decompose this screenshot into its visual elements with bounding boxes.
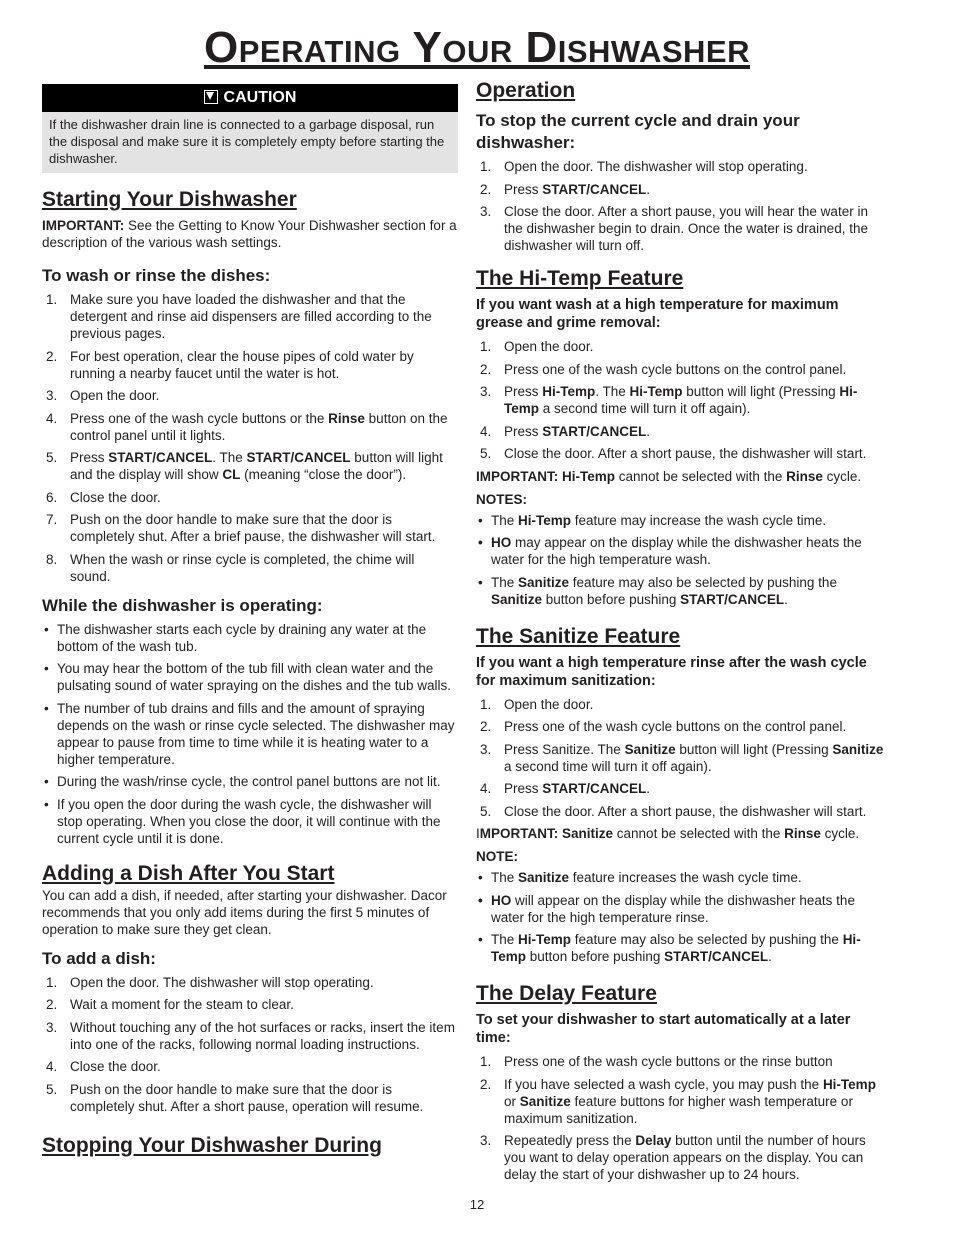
sanitize-subheading: If you want a high temperature rinse after the wash cycle for maximum sanitization: <box>476 654 867 689</box>
bullet-icon: • <box>478 535 483 550</box>
item-number: 3. <box>46 1019 58 1035</box>
wash-steps <box>42 291 458 585</box>
item-number: 4. <box>480 781 492 796</box>
page-number: 12 <box>469 1197 485 1212</box>
adding-intro: You can add a dish, if needed, after starting your dishwasher. Dacor recommends that you only add items during the first 5 minutes of operation to make sure they get clean. <box>42 887 447 937</box>
add-dish-subheading: To add a dish: <box>42 948 156 968</box>
hitemp-subheading: If you want wash at a high temperature for maximum grease and grime removal: <box>476 297 839 331</box>
hitemp-important: IMPORTANT: Hi-Temp cannot be selected with the Rinse cycle. <box>476 468 862 484</box>
bullet-icon: • <box>44 661 49 676</box>
item-number: 3. <box>480 384 492 399</box>
item-text: HO may appear on the display while the dishwasher heats the water for the high temperature wash. <box>491 535 862 567</box>
item-number: 7. <box>46 512 58 527</box>
item-text: If you open the door during the wash cycle, the dishwasher will stop operating. When you close the door, it will continue with the current cycle until it is done. <box>57 796 441 846</box>
hitemp-notes <box>476 512 888 608</box>
item-text: Press one of the wash cycle buttons on the control panel. <box>504 361 847 377</box>
item-number: 2. <box>46 997 58 1012</box>
item-text: The Hi-Temp feature may also be selected by pushing the Hi-Temp button before pushing START/CANCEL. <box>491 932 861 964</box>
bullet-icon: • <box>44 700 49 716</box>
item-number: 3. <box>480 741 492 757</box>
item-text: Without touching any of the hot surfaces or racks, insert the item into one of the racks, following normal loading instructions. <box>70 1019 455 1052</box>
list-item <box>476 158 888 175</box>
item-number: 1. <box>480 696 492 712</box>
list-item <box>42 1019 458 1053</box>
item-number: 4. <box>480 423 492 439</box>
warning-icon <box>204 90 218 104</box>
item-text: The Hi-Temp feature may increase the wash cycle time. <box>491 512 827 528</box>
section-heading-stopping: Stopping Your Dishwasher During <box>42 1133 382 1157</box>
section-heading-stopping-cont: Operation <box>476 79 576 102</box>
list-item <box>476 512 888 529</box>
item-number: 3. <box>46 388 58 403</box>
list-item <box>42 621 458 655</box>
item-text: Close the door. After a short pause, you will hear the water in the dishwasher begin to drain. Once the water is drained, the dishwasher will turn off. <box>504 204 868 253</box>
bullet-icon: • <box>478 574 483 590</box>
item-text: Close the door. After a short pause, the dishwasher will start. <box>504 803 867 819</box>
sanitize-notes <box>476 869 888 965</box>
caution-label: CAUTION <box>223 89 297 106</box>
sanitize-notes-label <box>476 848 888 865</box>
item-number: 3. <box>480 204 492 219</box>
item-text: Press Hi-Temp. The Hi-Temp button will light (Pressing Hi-Temp a second time will turn it off again). <box>504 384 858 416</box>
item-number: 1. <box>480 159 492 174</box>
list-item <box>42 449 458 483</box>
item-text: Press START/CANCEL. <box>504 423 651 439</box>
operating-subheading: While the dishwasher is operating: <box>42 595 323 615</box>
item-text: Press one of the wash cycle buttons on the control panel. <box>504 719 847 734</box>
important-text: See the Getting to Know Your Dishwasher section for a description of the various wash settings. <box>42 218 457 250</box>
list-item <box>476 803 888 820</box>
list-item <box>42 796 458 847</box>
bullet-icon: • <box>44 774 49 789</box>
item-text: Push on the door handle to make sure that the door is completely shut. After a brief pause, the dishwasher will start. <box>70 512 436 544</box>
important-label: IMPORTANT: <box>42 218 125 233</box>
bullet-icon: • <box>478 512 483 528</box>
list-item <box>476 931 888 965</box>
item-number: 6. <box>46 489 58 505</box>
section-heading-hitemp: The Hi-Temp Feature <box>476 267 684 290</box>
sanitize-steps <box>476 696 888 820</box>
item-text: During the wash/rinse cycle, the control panel buttons are not lit. <box>57 774 441 789</box>
item-text: Close the door. After a short pause, the dishwasher will start. <box>504 446 867 461</box>
wash-subheading: To wash or rinse the dishes: <box>42 266 271 285</box>
operating-bullets <box>42 621 458 847</box>
item-number: 2. <box>480 1076 492 1092</box>
item-text: Open the door. <box>504 339 594 354</box>
sanitize-important: IMPORTANT: Sanitize cannot be selected with the Rinse cycle. <box>476 826 860 841</box>
hitemp-steps <box>476 338 888 462</box>
list-item <box>476 869 888 886</box>
item-text: The Sanitize feature increases the wash cycle time. <box>491 870 802 885</box>
section-heading-starting: Starting Your Dishwasher <box>42 188 297 211</box>
item-number: 4. <box>46 410 58 426</box>
list-item <box>476 1076 888 1127</box>
item-text: Open the door. <box>70 388 160 403</box>
list-item <box>42 700 458 768</box>
item-text: If you have selected a wash cycle, you may push the Hi-Temp or Sanitize feature buttons for higher wash temperature or maximum sanitization. <box>504 1076 876 1126</box>
list-item <box>42 511 458 545</box>
list-item <box>476 741 888 775</box>
item-number: 2. <box>480 361 492 377</box>
list-item <box>476 1053 888 1070</box>
page-title: Operating Your Dishwasher <box>203 23 750 72</box>
item-text: Push on the door handle to make sure that the door is completely shut. After a short pause, operation will resume. <box>70 1081 424 1114</box>
list-item <box>476 181 888 198</box>
item-text: The dishwasher starts each cycle by draining any water at the bottom of the wash tub. <box>57 621 427 654</box>
bullet-icon: • <box>44 621 49 637</box>
item-number: 8. <box>46 551 58 567</box>
list-item <box>476 445 888 462</box>
section-heading-delay: The Delay Feature <box>476 982 657 1005</box>
item-text: The number of tub drains and fills and the amount of spraying depends on the wash or rinse cycle selected. The dishwasher may appear to pause from time to time while it is heating water to a higher temperature. <box>57 700 455 767</box>
list-item <box>42 348 458 382</box>
notes-label: NOTES: <box>476 491 528 507</box>
list-item <box>476 1132 888 1183</box>
item-number: 3. <box>480 1133 492 1148</box>
item-text: Close the door. <box>70 1059 161 1074</box>
item-text: Press START/CANCEL. The START/CANCEL button will light and the display will show CL (meaning “close the door”). <box>70 450 443 482</box>
item-text: Wait a moment for the steam to clear. <box>70 997 294 1012</box>
item-number: 5. <box>480 446 492 461</box>
bullet-icon: • <box>44 796 49 812</box>
list-item <box>42 551 458 585</box>
item-text: Press START/CANCEL. <box>504 181 651 197</box>
item-text: When the wash or rinse cycle is completed, the chime will sound. <box>70 551 415 584</box>
list-item <box>42 996 458 1013</box>
stop-steps <box>476 158 888 254</box>
list-item <box>42 1058 458 1075</box>
hitemp-notes-label <box>476 491 888 508</box>
item-number: 5. <box>46 450 58 465</box>
item-text: Press one of the wash cycle buttons or the Rinse button on the control panel until it lights. <box>70 410 448 443</box>
list-item <box>476 423 888 440</box>
item-number: 2. <box>46 348 58 364</box>
delay-steps <box>476 1053 888 1183</box>
stop-subheading: To stop the current cycle and drain your dishwasher: <box>476 111 800 152</box>
left-column <box>42 84 458 1159</box>
list-item <box>42 387 458 404</box>
item-text: Make sure you have loaded the dishwasher and that the detergent and rinse aid dispensers are filled according to the previous pages. <box>70 292 432 341</box>
list-item <box>476 203 888 254</box>
item-number: 1. <box>480 339 492 354</box>
list-item <box>476 718 888 735</box>
list-item <box>476 780 888 797</box>
item-number: 5. <box>46 1081 58 1097</box>
list-item <box>42 773 458 790</box>
caution-text: If the dishwasher drain line is connected to a garbage disposal, run the disposal and make sure it is completely empty before starting the dishwasher. <box>42 112 458 173</box>
list-item <box>476 574 888 608</box>
right-column <box>476 78 888 1189</box>
item-number: 1. <box>46 292 58 307</box>
list-item <box>476 696 888 713</box>
caution-header <box>42 84 458 112</box>
item-number: 5. <box>480 803 492 819</box>
item-number: 2. <box>480 181 492 197</box>
list-item <box>42 1081 458 1115</box>
item-text: You may hear the bottom of the tub fill with clean water and the pulsating sound of water spraying on the dishes and the tub walls. <box>57 661 451 693</box>
list-item <box>42 410 458 444</box>
item-text: Repeatedly press the Delay button until the number of hours you want to delay operation appears on the display. You can delay the start of your dishwasher up to 24 hours. <box>504 1133 866 1182</box>
item-text: For best operation, clear the house pipes of cold water by running a nearby faucet until the water is hot. <box>70 348 414 381</box>
item-text: Open the door. <box>504 696 594 712</box>
list-item <box>476 892 888 926</box>
bullet-icon: • <box>478 892 483 908</box>
list-item <box>476 338 888 355</box>
item-text: Open the door. The dishwasher will stop operating. <box>70 974 374 990</box>
add-dish-steps <box>42 974 458 1115</box>
item-number: 2. <box>480 719 492 734</box>
list-item <box>42 291 458 342</box>
starting-important <box>42 217 458 251</box>
bullet-icon: • <box>478 932 483 947</box>
item-number: 1. <box>480 1054 492 1069</box>
item-text: Press Sanitize. The Sanitize button will light (Pressing Sanitize a second time will turn it off again). <box>504 741 884 774</box>
list-item <box>476 361 888 378</box>
item-number: 1. <box>46 974 58 990</box>
item-text: Close the door. <box>70 489 161 505</box>
item-number: 4. <box>46 1059 58 1074</box>
list-item <box>42 974 458 991</box>
item-text: The Sanitize feature may also be selected by pushing the Sanitize button before pushing START/CANCEL. <box>491 574 837 607</box>
note-label: NOTE: <box>476 849 518 864</box>
bullet-icon: • <box>478 870 483 885</box>
section-heading-sanitize: The Sanitize Feature <box>476 624 681 648</box>
list-item <box>42 660 458 694</box>
caution-box <box>42 84 458 173</box>
section-heading-adding: Adding a Dish After You Start <box>42 861 335 885</box>
list-item <box>476 383 888 417</box>
item-text: Press START/CANCEL. <box>504 781 651 796</box>
delay-subheading: To set your dishwasher to start automatically at a later time: <box>476 1012 851 1046</box>
item-text: Open the door. The dishwasher will stop operating. <box>504 159 808 174</box>
list-item <box>42 489 458 506</box>
item-text: Press one of the wash cycle buttons or the rinse button <box>504 1054 833 1069</box>
item-text: HO will appear on the display while the dishwasher heats the water for the high temperature rinse. <box>491 892 855 925</box>
list-item <box>476 534 888 568</box>
